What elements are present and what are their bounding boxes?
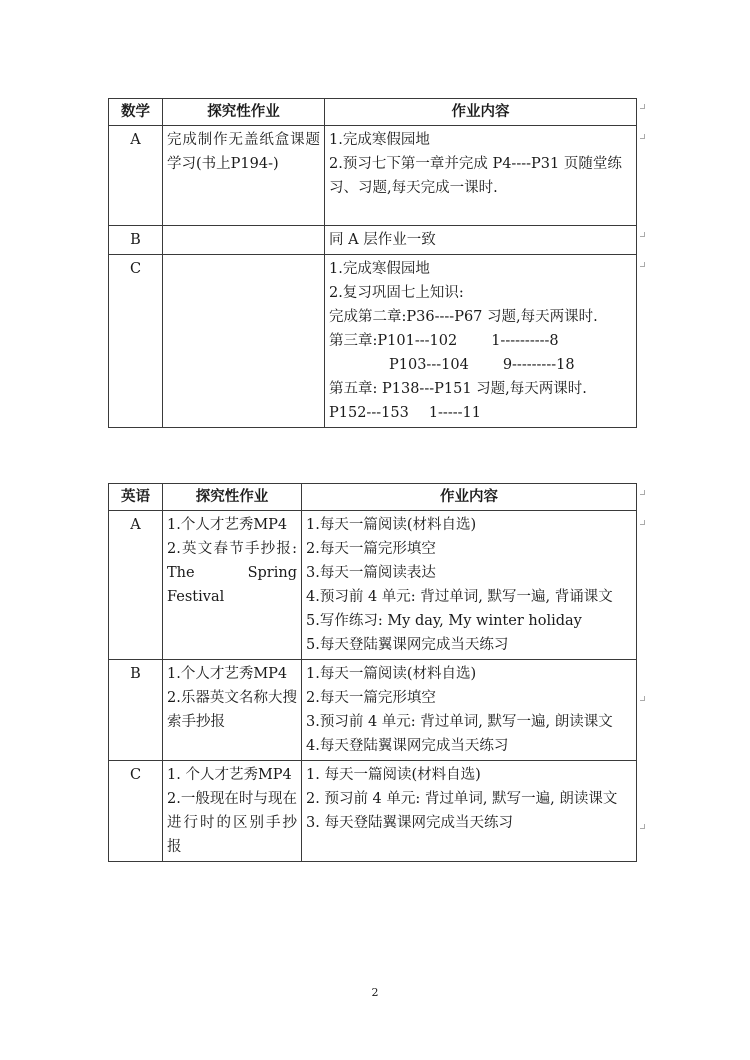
content-line: 同 A 层作业一致 — [329, 232, 436, 248]
content-line: 1.每天一篇阅读(材料自选) — [306, 666, 477, 682]
header-content: 作业内容 — [325, 99, 637, 126]
explore-line: 2.乐器英文名称大搜索手抄报 — [167, 690, 297, 730]
header-content: 作业内容 — [302, 484, 637, 511]
content-cell — [325, 226, 637, 255]
content-cell — [302, 511, 637, 660]
content-line: 1.每天一篇阅读(材料自选) — [306, 517, 477, 533]
content-line — [329, 353, 632, 377]
content-line: 2.复习巩固七上知识: — [329, 285, 464, 301]
content-line: 5.写作练习: My day, My winter holiday — [306, 613, 582, 629]
table-header-row — [109, 99, 637, 126]
content-cell — [302, 660, 637, 761]
exercise-range: 9---------18 — [502, 357, 575, 373]
header-subject: 英语 — [109, 484, 163, 511]
table-row — [109, 126, 637, 226]
explore-cell: 完成制作无盖纸盒课题学习(书上P194-) — [163, 126, 325, 226]
chapter-range: P103---104 — [389, 357, 469, 373]
explore-line: 1.个人才艺秀MP4 — [167, 666, 288, 682]
level-cell: C — [109, 255, 163, 428]
level-cell: B — [109, 226, 163, 255]
content-line: 4.预习前 4 单元: 背过单词, 默写一遍, 背诵课文 — [306, 589, 613, 605]
level-cell: A — [109, 511, 163, 660]
content-line: 1.完成寒假园地 — [329, 261, 430, 277]
content-cell — [302, 761, 637, 862]
content-line — [329, 401, 632, 425]
content-line: 2. 预习前 4 单元: 背过单词, 默写一遍, 朗读课文 — [306, 791, 618, 807]
paragraph-mark — [640, 262, 645, 267]
paragraph-mark — [640, 104, 645, 109]
chapter-range: 第三章:P101---102 — [329, 333, 458, 349]
content-line: 1.完成寒假园地 — [329, 132, 430, 148]
table-row — [109, 761, 637, 862]
content-line: 4.每天登陆翼课网完成当天练习 — [306, 738, 509, 754]
table-header-row — [109, 484, 637, 511]
level-cell: C — [109, 761, 163, 862]
math-homework-table — [108, 98, 637, 428]
paragraph-mark — [640, 696, 645, 701]
paragraph-mark — [640, 134, 645, 139]
level-cell: A — [109, 126, 163, 226]
explore-cell — [163, 255, 325, 428]
content-line: 完成第二章:P36----P67 习题,每天两课时. — [329, 309, 598, 325]
content-line: 2.预习七下第一章并完成 P4----P31 页随堂练习、习题,每天完成一课时. — [329, 156, 622, 196]
header-explore: 探究性作业 — [163, 484, 302, 511]
content-line: 2.每天一篇完形填空 — [306, 690, 436, 706]
explore-cell — [163, 511, 302, 660]
paragraph-mark — [640, 520, 645, 525]
content-line: 第五章: P138---P151 习题,每天两课时. — [329, 381, 587, 397]
content-line: 1. 每天一篇阅读(材料自选) — [306, 767, 481, 783]
header-subject: 数学 — [109, 99, 163, 126]
table-row — [109, 255, 637, 428]
page-number: 2 — [371, 986, 379, 999]
explore-cell — [163, 660, 302, 761]
explore-cell — [163, 761, 302, 862]
content-line: 5.每天登陆翼课网完成当天练习 — [306, 637, 509, 653]
chapter-range: P152---153 — [329, 405, 409, 421]
explore-line: 2.一般现在时与现在进行时的区别手抄报 — [167, 791, 297, 855]
paragraph-mark — [640, 824, 645, 829]
paragraph-mark — [640, 490, 645, 495]
content-cell — [325, 126, 637, 226]
explore-cell — [163, 226, 325, 255]
paragraph-mark — [640, 232, 645, 237]
content-line: 3.每天一篇阅读表达 — [306, 565, 436, 581]
english-homework-table — [108, 483, 637, 862]
explore-line: 1. 个人才艺秀MP4 — [167, 767, 292, 783]
header-explore: 探究性作业 — [163, 99, 325, 126]
table-row — [109, 511, 637, 660]
table-row — [109, 660, 637, 761]
content-line: 3.预习前 4 单元: 背过单词, 默写一遍, 朗读课文 — [306, 714, 613, 730]
exercise-range: 1----------8 — [491, 333, 559, 349]
level-cell: B — [109, 660, 163, 761]
content-cell — [325, 255, 637, 428]
explore-line: 1.个人才艺秀MP4 — [167, 517, 288, 533]
content-line — [329, 329, 632, 353]
exercise-range: 1-----11 — [428, 405, 481, 421]
table-row — [109, 226, 637, 255]
explore-line: 2.英文春节手抄报: The Spring Festival — [167, 541, 297, 605]
content-line: 3. 每天登陆翼课网完成当天练习 — [306, 815, 513, 831]
content-line: 2.每天一篇完形填空 — [306, 541, 436, 557]
